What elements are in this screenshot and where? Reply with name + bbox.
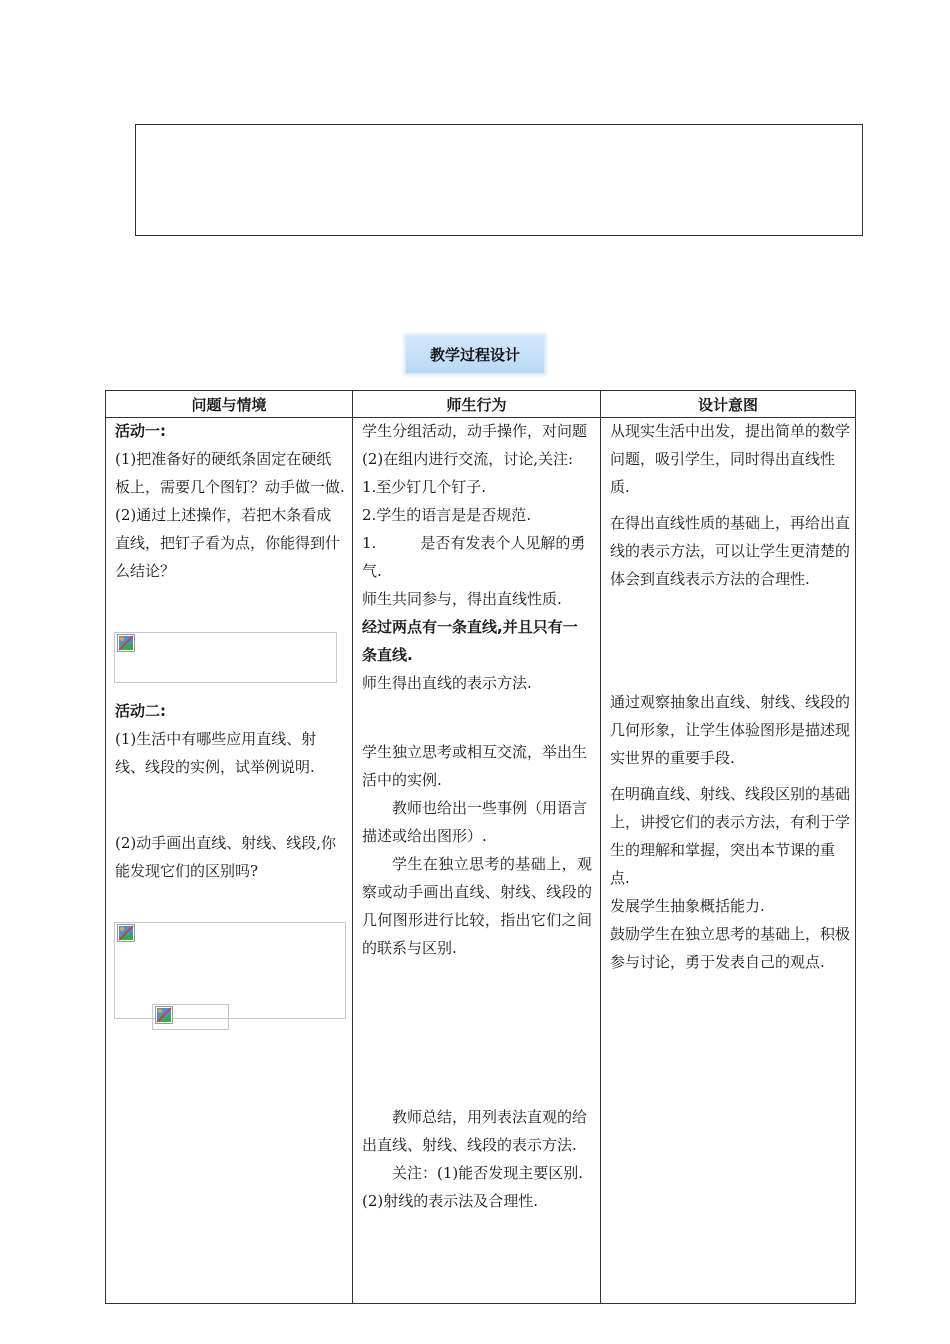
behavior-text: 教师也给出一些事例（用语言描述或给出图形）. bbox=[362, 799, 588, 845]
behavior-item-text: 是否有发表个人见解的勇气. bbox=[362, 534, 586, 580]
intent-text: 发展学生抽象概括能力. bbox=[610, 897, 765, 915]
intent-text: 鼓励学生在独立思考的基础上，积极参与讨论，勇于发表自己的观点. bbox=[610, 925, 851, 971]
activity-one-question-1: (1)把准备好的硬纸条固定在硬纸板上，需要几个图钉？动手做一做. bbox=[115, 450, 345, 496]
broken-image-icon bbox=[117, 634, 135, 652]
column-teacher-student-behavior-2 bbox=[362, 738, 592, 962]
activity-one-title: 活动一: bbox=[115, 422, 166, 440]
intent-text: 从现实生活中出发，提出简单的数学问题，吸引学生，同时得出直线性质. bbox=[610, 422, 851, 496]
intent-text: 在得出直线性质的基础上，再给出直线的表示方法，可以让学生更清楚的体会到直线表示方法的合理性. bbox=[610, 514, 851, 588]
behavior-text: (2)射线的表示法及合理性. bbox=[362, 1192, 539, 1210]
intent-text: 通过观察抽象出直线、射线、线段的几何形象，让学生体验图形是描述现实世界的重要手段. bbox=[610, 693, 851, 767]
column-divider bbox=[352, 391, 353, 1303]
behavior-text: 1.至少钉几个钉子. bbox=[362, 478, 487, 496]
behavior-item-number: 1. bbox=[362, 534, 377, 552]
header-teacher-student-behavior: 师生行为 bbox=[446, 395, 507, 414]
image-placeholder bbox=[152, 1004, 229, 1030]
column-design-intent bbox=[610, 417, 850, 593]
section-title: 教学过程设计 bbox=[406, 336, 544, 373]
image-placeholder bbox=[114, 922, 346, 1019]
behavior-text: 2.学生的语言是是否规范. bbox=[362, 506, 532, 524]
broken-image-icon bbox=[155, 1006, 173, 1024]
column-teacher-student-behavior bbox=[362, 417, 592, 697]
empty-frame-box bbox=[135, 124, 863, 236]
behavior-text: 师生共同参与，得出直线性质. bbox=[362, 590, 562, 608]
header-design-intent: 设计意图 bbox=[697, 395, 758, 414]
column-design-intent-2 bbox=[610, 688, 850, 976]
behavior-text bbox=[362, 529, 592, 585]
activity-two-title: 活动二: bbox=[115, 702, 166, 720]
activity-one-question-2: (2)通过上述操作，若把木条看成直线，把钉子看为点，你能得到什么结论？ bbox=[115, 506, 341, 580]
column-problem-situation bbox=[115, 417, 345, 585]
column-problem-situation-3 bbox=[115, 829, 345, 885]
column-teacher-student-behavior-3 bbox=[362, 1103, 592, 1215]
column-problem-situation-2 bbox=[115, 697, 345, 781]
behavior-text: 学生分组活动，动手操作，对问题(2)在组内进行交流，讨论,关注: bbox=[362, 422, 588, 468]
column-divider bbox=[600, 391, 601, 1303]
behavior-text: 师生得出直线的表示方法. bbox=[362, 674, 532, 692]
behavior-text: 学生在独立思考的基础上，观察或动手画出直线、射线、线段的几何图形进行比较，指出它们之间的联系与区别. bbox=[362, 855, 592, 957]
lesson-process-table bbox=[105, 390, 856, 1304]
behavior-text: 关注：(1)能否发现主要区别. bbox=[392, 1164, 584, 1182]
behavior-text: 教师总结，用列表法直观的给出直线、射线、线段的表示方法. bbox=[362, 1108, 588, 1154]
image-placeholder bbox=[114, 632, 337, 683]
behavior-text: 学生独立思考或相互交流，举出生活中的实例. bbox=[362, 743, 588, 789]
activity-two-question-2: (2)动手画出直线、射线、线段,你能发现它们的区别吗? bbox=[115, 834, 337, 880]
broken-image-icon bbox=[117, 924, 135, 942]
line-property-statement: 经过两点有一条直线,并且只有一条直线. bbox=[362, 618, 578, 664]
intent-text: 在明确直线、射线、线段区别的基础上，讲授它们的表示方法，有利于学生的理解和掌握，突出本节课的重点. bbox=[610, 785, 851, 887]
activity-two-question-1: (1)生活中有哪些应用直线、射线、线段的实例，试举例说明. bbox=[115, 730, 317, 776]
header-problem-situation: 问题与情境 bbox=[191, 395, 267, 414]
